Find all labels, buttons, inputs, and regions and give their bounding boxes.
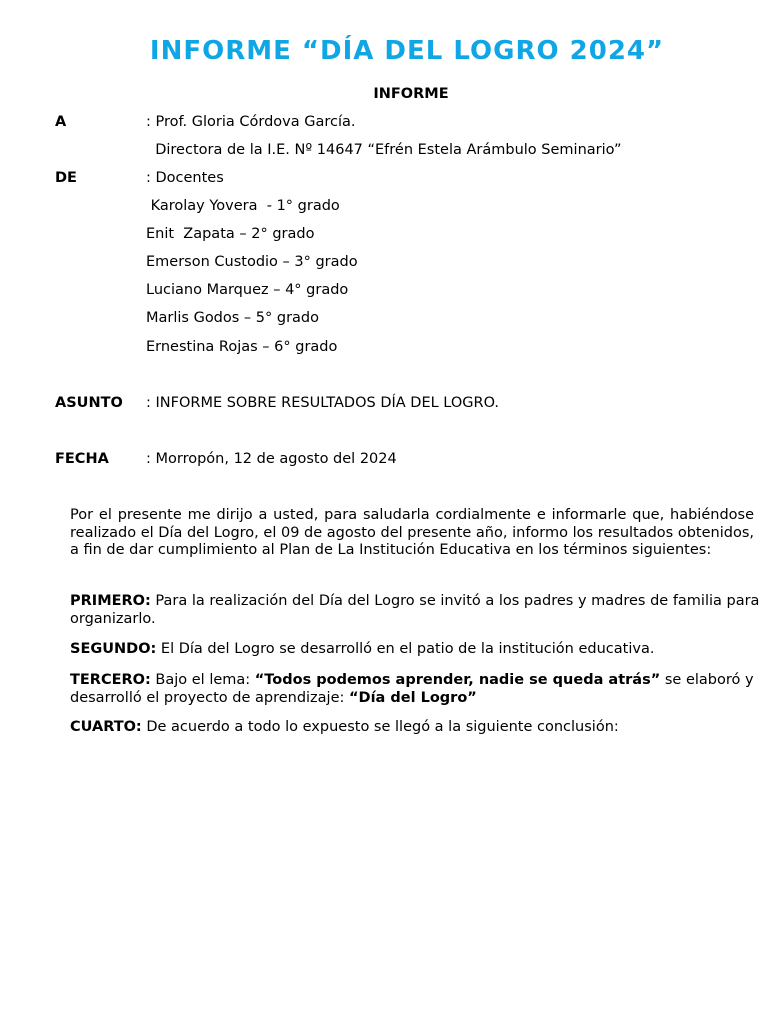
document-title: INFORME “DÍA DEL LOGRO 2024” — [149, 36, 665, 66]
cuarto-label: CUARTO: — [70, 719, 142, 735]
primero-label: PRIMERO: — [70, 593, 151, 609]
teacher-line: Marlis Godos – 5° grado — [146, 310, 319, 326]
segundo-paragraph — [70, 641, 754, 659]
cuarto-text: De acuerdo a todo lo expuesto se llegó a la siguiente conclusión: — [141, 719, 619, 735]
teacher-line: Emerson Custodio – 3° grado — [146, 254, 358, 270]
fecha-value: : Morropón, 12 de agosto del 2024 — [146, 451, 397, 467]
tercero-text-continued: se elaboró y desarrolló el proyecto de aprendizaje: — [70, 672, 754, 706]
primero-text: Para la realización del Día del Logro se invitó a los padres y madres de familia para organizarlo. — [70, 593, 760, 627]
asunto-value: : INFORME SOBRE RESULTADOS DÍA DEL LOGRO. — [146, 395, 500, 411]
fecha-label: FECHA — [55, 451, 109, 467]
segundo-text: El Día del Logro se desarrolló en el patio de la institución educativa. — [156, 641, 655, 657]
de-value: : Docentes — [146, 170, 224, 186]
teacher-line: Karolay Yovera - 1° grado — [146, 198, 340, 214]
tercero-label: TERCERO: — [70, 672, 151, 688]
tercero-text: Bajo el lema: — [150, 672, 255, 688]
document-subtitle: INFORME — [373, 86, 449, 102]
teacher-line: Ernestina Rojas – 6° grado — [146, 339, 338, 355]
primero-paragraph — [70, 593, 768, 628]
segundo-label: SEGUNDO: — [70, 641, 157, 657]
cuarto-paragraph — [70, 719, 754, 737]
teacher-line: Luciano Marquez – 4° grado — [146, 282, 349, 298]
tercero-project: “Día del Logro” — [349, 689, 477, 706]
a-value-line2: Directora de la I.E. Nº 14647 “Efrén Estela Arámbulo Seminario” — [146, 142, 622, 158]
tercero-paragraph — [70, 672, 760, 707]
tercero-motto: “Todos podemos aprender, nadie se queda atrás” — [254, 672, 661, 688]
a-label: A — [55, 114, 67, 130]
a-value: : Prof. Gloria Córdova García. — [146, 114, 356, 130]
de-label: DE — [55, 170, 77, 186]
teacher-line: Enit Zapata – 2° grado — [146, 226, 315, 242]
intro-paragraph: Por el presente me dirijo a usted, para saludarla cordialmente e informarle que, habiéndose realizado el Día del Logro, el 09 de agosto del presente año, informo los resultados obtenidos, a fin de dar cumplimiento al Plan de La Institución Educativa en los términos siguientes: — [70, 507, 754, 558]
asunto-label: ASUNTO — [55, 395, 123, 411]
